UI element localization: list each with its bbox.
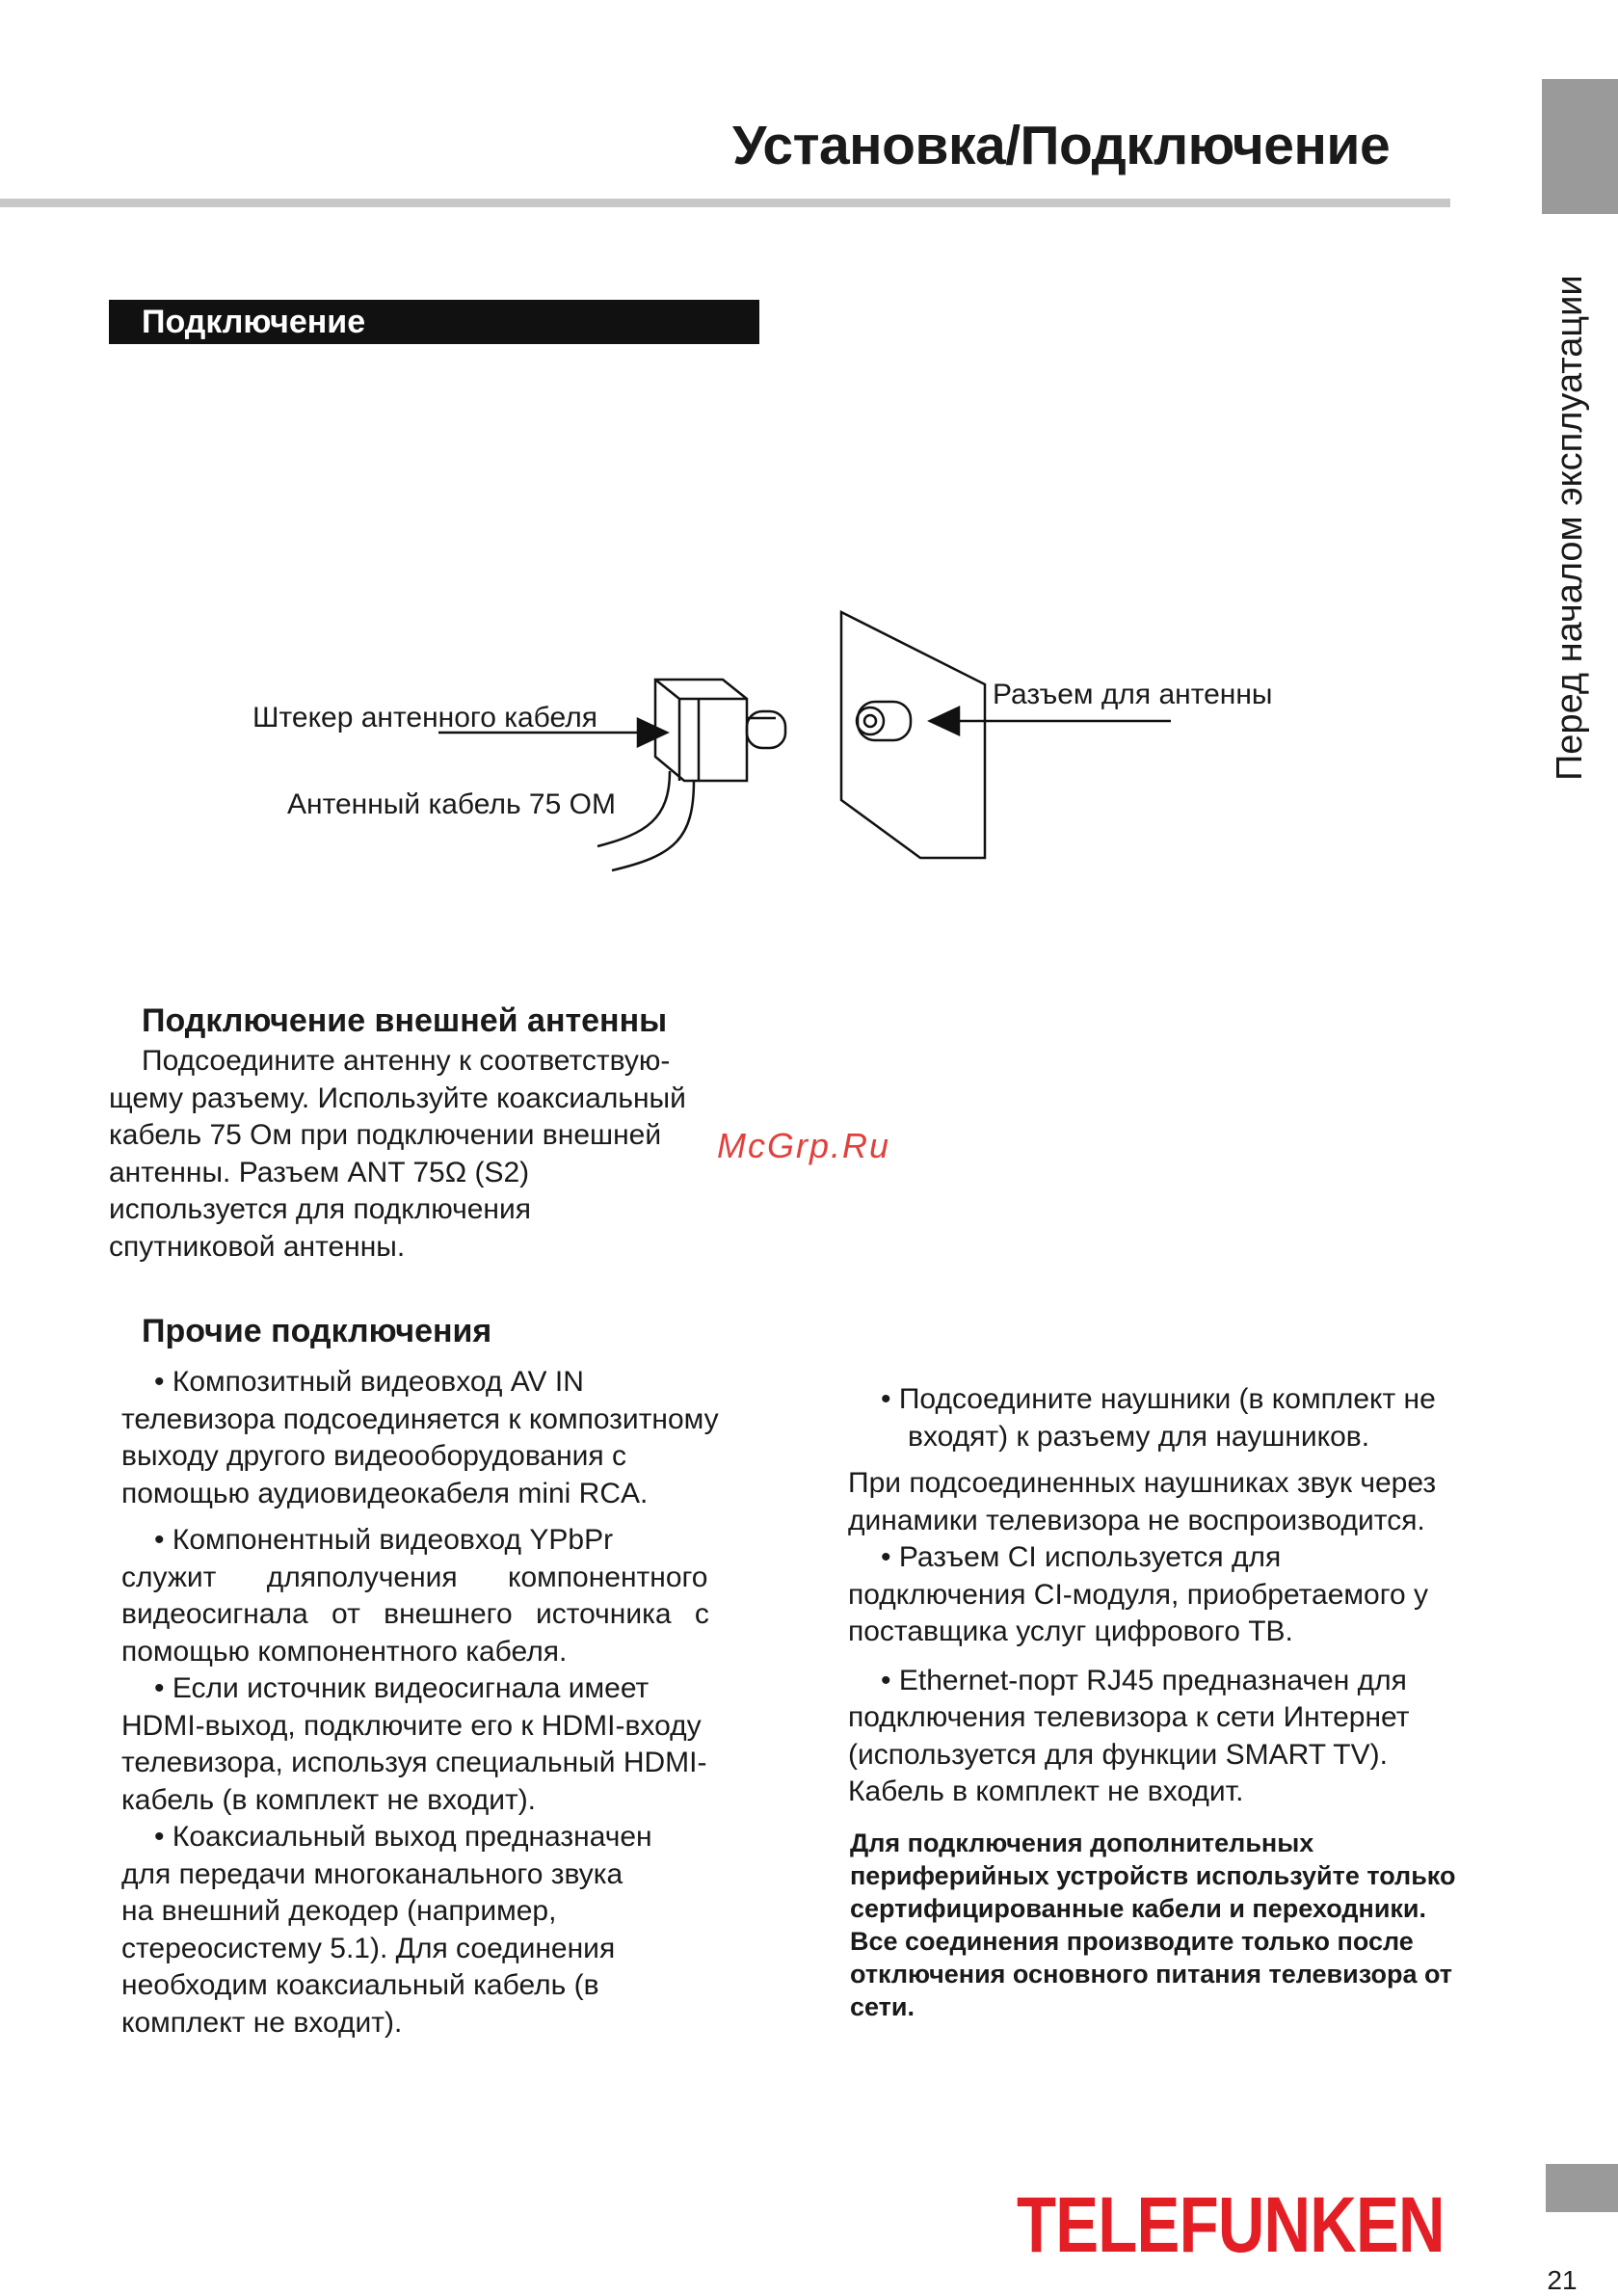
list-item <box>121 1364 750 1512</box>
list-item-first-line <box>848 1663 1503 1700</box>
external-antenna-text <box>109 1043 745 1266</box>
socket-label: Разъем для антенны <box>993 679 1273 710</box>
page-number: 21 <box>1547 2265 1578 2295</box>
text-line: Коаксиальный выход предназначен <box>172 1821 652 1853</box>
list-item <box>121 1670 750 1819</box>
text-line: выходу другого видеооборудования с <box>121 1440 627 1472</box>
text-line: спутниковой антенны. <box>109 1230 406 1263</box>
list-item <box>848 1539 1503 1651</box>
list-item <box>848 1381 1503 1455</box>
text-line: Подсоедините антенну к соответствую- <box>142 1045 671 1077</box>
text-line: Если источник видеосигнала имеет <box>172 1672 650 1704</box>
external-antenna-heading: Подключение внешней антенны <box>142 1002 668 1039</box>
list-item-first-line <box>121 1364 750 1402</box>
bullet-icon: • <box>154 1672 165 1704</box>
bullet-icon: • <box>881 1541 891 1573</box>
bullet-icon: • <box>881 1664 891 1696</box>
brand-logo: TELEFUNKEN <box>1017 2181 1445 2269</box>
text-line: кабель 75 Ом при подключении внешней <box>109 1119 662 1151</box>
right-column <box>848 1381 1503 2023</box>
text-line: используется для подключения <box>109 1193 531 1225</box>
section-title: Подключение <box>109 300 759 344</box>
bullet-icon: • <box>154 1524 165 1556</box>
bullet-icon: • <box>154 1366 165 1398</box>
headphones-note <box>848 1465 1503 1539</box>
page-title: Установка/Подключение <box>732 115 1391 176</box>
list-item <box>848 1663 1503 1811</box>
text-line: видеосигнала от внешнего источника с <box>121 1598 709 1630</box>
plug-label: Штекер антенного кабеля <box>252 702 597 734</box>
page-number-block <box>1546 2164 1618 2212</box>
text-line: для передачи многоканального звука <box>121 1857 623 1890</box>
text-line: Подсоедините наушники (в комплект не <box>898 1383 1436 1415</box>
text-line: Ethernet-порт RJ45 предназначен для <box>898 1664 1407 1696</box>
text-line: поставщика услуг цифрового ТВ. <box>848 1615 1293 1647</box>
list-item-first-line <box>121 1522 750 1560</box>
side-tab-block <box>1542 79 1618 214</box>
text-line: (используется для функции SMART TV). <box>848 1738 1388 1771</box>
text-line: При подсоединенных наушниках звук через <box>848 1467 1437 1499</box>
socket-arrow-icon <box>930 707 1171 734</box>
text-line: антенны. Разъем ANT 75Ω (S2) <box>109 1156 530 1188</box>
text-line: необходим коаксиальный кабель (в <box>121 1969 599 2001</box>
bullet-icon: • <box>154 1821 165 1853</box>
text-line: периферийных устройств используйте только <box>850 1860 1456 1890</box>
watermark: McGrp.Ru <box>717 1126 891 1165</box>
socket-panel-icon <box>841 612 985 858</box>
text-line: подключения телевизора к сети Интернет <box>848 1701 1410 1733</box>
text-line: на внешний декодер (например, <box>121 1895 557 1927</box>
text-line: динамики телевизора не воспроизводится. <box>848 1504 1425 1536</box>
title-rule <box>0 199 1450 207</box>
text-line: входят) к разъему для наушников. <box>908 1420 1370 1453</box>
text-line: подключения CI-модуля, приобретаемого у <box>848 1578 1429 1611</box>
list-item <box>121 1522 750 1670</box>
antenna-connection-diagram <box>241 598 1301 896</box>
list-item-first-line <box>848 1539 1503 1577</box>
text-line: HDMI-выход, подключите его к HDMI-входу <box>121 1709 702 1742</box>
text-line: щему разъему. Используйте коаксиальный <box>109 1081 686 1114</box>
text-line: служит дляполучения компонентного <box>121 1561 708 1593</box>
list-item <box>121 1819 750 2042</box>
text-line: телевизора подсоединяется к композитному <box>121 1402 719 1435</box>
bullet-icon: • <box>881 1383 891 1415</box>
text-line: Компонентный видеовход YPbPr <box>172 1524 614 1556</box>
cable-label: Антенный кабель 75 ОМ <box>287 788 616 820</box>
text-line: Композитный видеовход AV IN <box>172 1366 584 1398</box>
list-item-first-line <box>121 1670 750 1708</box>
other-connections-heading: Прочие подключения <box>142 1313 492 1349</box>
text-line: кабель (в комплект не входит). <box>121 1783 537 1816</box>
plug-icon <box>597 680 785 870</box>
warning-note <box>848 1827 1503 2023</box>
text-line: Для подключения дополнительных <box>850 1828 1314 1857</box>
text-line: помощью компонентного кабеля. <box>121 1635 568 1668</box>
text-line: сети. <box>850 1991 915 2021</box>
text-line: телевизора, используя специальный HDMI- <box>121 1747 707 1778</box>
text-line: Все соединения производите только после <box>850 1926 1414 1956</box>
text-line: стереосистему 5.1). Для соединения <box>121 1932 616 1964</box>
text-line: отключения основного питания телевизора от <box>850 1959 1453 1989</box>
text-line: Разъем CI используется для <box>898 1541 1282 1573</box>
side-tab-label: Перед началом эксплуатации <box>1550 275 1590 781</box>
text-line: Кабель в комплект не входит. <box>848 1775 1244 1807</box>
text-line: сертифицированные кабели и переходники. <box>850 1893 1427 1923</box>
diagram-drawing <box>241 598 1301 896</box>
text-line: комплект не входит). <box>121 2006 403 2039</box>
list-item-first-line <box>848 1381 1503 1419</box>
list-item-first-line <box>121 1819 750 1856</box>
text-line: помощью аудиовидеокабеля mini RCA. <box>121 1477 649 1509</box>
left-column <box>121 1364 750 2042</box>
